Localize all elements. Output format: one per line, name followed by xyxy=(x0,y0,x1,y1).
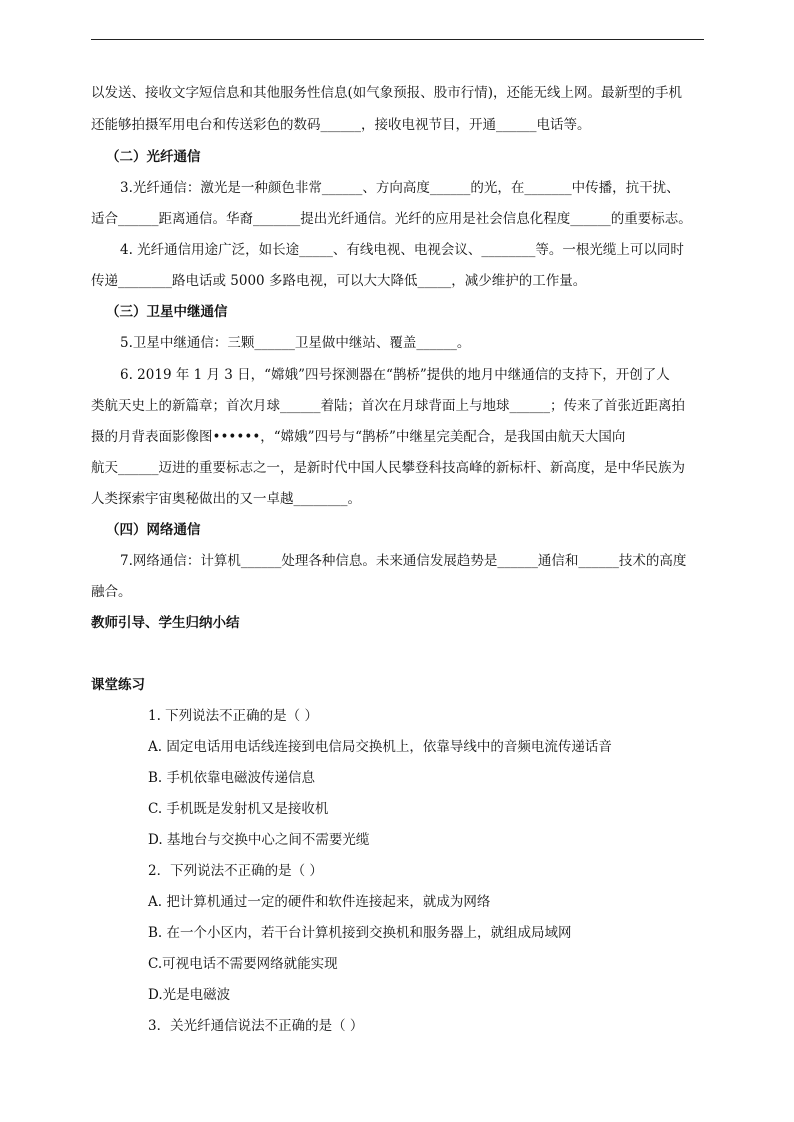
question-7-line: 融合。 xyxy=(91,584,132,600)
exercise-2-option-d: D.光是电磁波 xyxy=(148,987,231,1003)
summary-heading: 教师引导、学生归纳小结 xyxy=(91,615,240,631)
question-7-line: 7.网络通信：计算机______处理各种信息。未来通信发展趋势是______通信和______技术的高度 xyxy=(120,553,687,569)
practice-heading: 课堂练习 xyxy=(91,677,145,693)
section-heading-fiber: （二）光纤通信 xyxy=(106,149,201,165)
exercise-1-option-c: C. 手机既是发射机又是接收机 xyxy=(148,801,329,817)
section-heading-satellite: （三）卫星中继通信 xyxy=(106,304,228,320)
exercise-1-option-d: D. 基地台与交换中心之间不需要光缆 xyxy=(148,832,370,848)
paragraph-line: 以发送、接收文字短信息和其他服务性信息(如气象预报、股市行情)，还能无线上网。最新型的手机 xyxy=(91,85,683,101)
header-rule xyxy=(91,39,704,40)
question-6-line: 摄的月背表面影像图••••••，“嫦娥”四号与“鹊桥”中继星完美配合，是我国由航天大国向 xyxy=(91,429,626,445)
exercise-1-option-b: B. 手机依靠电磁波传递信息 xyxy=(148,770,316,786)
exercise-2-option-c: C.可视电话不需要网络就能实现 xyxy=(148,956,338,972)
question-6-line: 人类探索宇宙奥秘做出的又一卓越________。 xyxy=(91,491,361,507)
question-4-line: 4. 光纤通信用途广泛，如长途_____、有线电视、电视会议、________等。一根光缆上可以同时 xyxy=(120,242,684,258)
question-4-line: 传递________路电话或 5000 多路电视，可以大大降低_____，减少维护的工作量。 xyxy=(91,273,587,289)
question-5-line: 5.卫星中继通信：三颗______卫星做中继站、覆盖______。 xyxy=(120,335,471,351)
paragraph-line: 还能够拍摄军用电台和传送彩色的数码______，接收电视节目，开通______电话等。 xyxy=(91,117,591,133)
exercise-2-question: 2．下列说法不正确的是（ ） xyxy=(148,863,323,879)
exercise-2-option-b: B. 在一个小区内，若干台计算机接到交换机和服务器上，就组成局域网 xyxy=(148,925,572,941)
question-6-line: 航天______迈进的重要标志之一，是新时代中国人民攀登科技高峰的新标杆、新高度，是中华民族为 xyxy=(91,460,685,476)
question-3-line: 3.光纤通信：激光是一种颜色非常______、方向高度______的光，在_______中传播，抗干扰、 xyxy=(120,180,680,196)
exercise-3-question: 3．关光纤通信说法不正确的是（ ） xyxy=(148,1018,364,1034)
exercise-2-option-a: A. 把计算机通过一定的硬件和软件连接起来，就成为网络 xyxy=(148,894,491,910)
exercise-1-question: 1. 下列说法不正确的是（ ） xyxy=(148,708,318,724)
question-6-line: 6. 2019 年 1 月 3 日，“嫦娥”四号探测器在“鹊桥”提供的地月中继通信的支持下，开创了人 xyxy=(120,367,670,383)
exercise-1-option-a: A. 固定电话用电话线连接到电信局交换机上，依靠导线中的音频电流传递话音 xyxy=(148,739,612,755)
section-heading-network: （四）网络通信 xyxy=(106,522,201,538)
question-6-line: 类航天史上的新篇章；首次月球______着陆；首次在月球背面上与地球______；传来了首张近距离拍 xyxy=(91,398,685,414)
question-3-line: 适合______距离通信。华裔_______提出光纤通信。光纤的应用是社会信息化程度______的重要标志。 xyxy=(91,211,692,227)
